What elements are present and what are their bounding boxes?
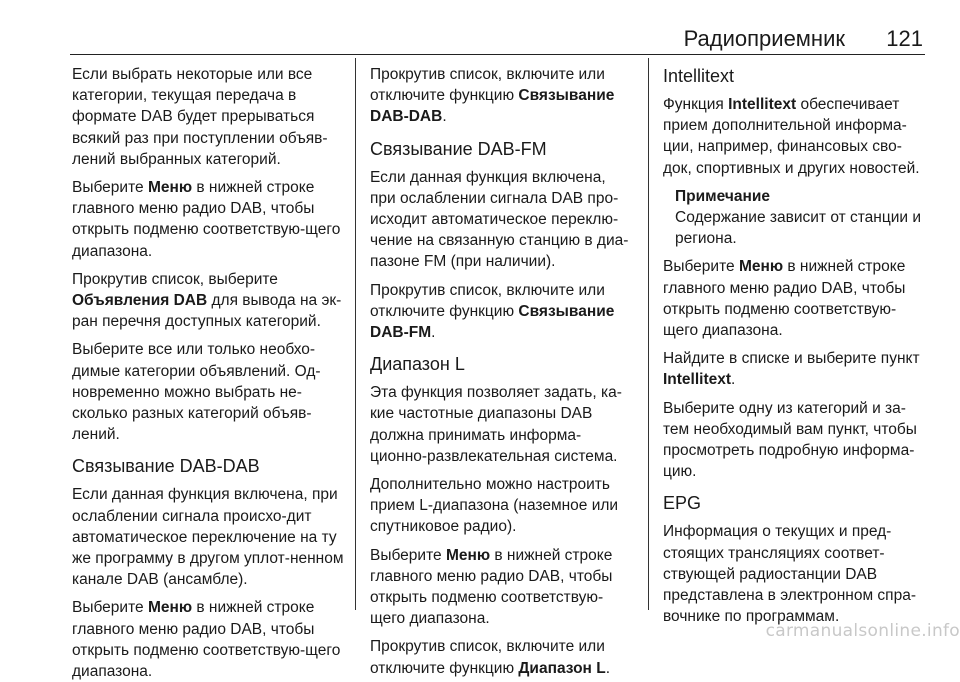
paragraph: Найдите в списке и выберите пункт Intellitext. [663, 350, 920, 389]
paragraph: Если выбрать некоторые или все категории, текущая передача в формате DAB будет прерываться всякий раз при поступлении объяв‐лений выбранных категорий. [72, 66, 328, 168]
paragraph: Выберите Меню в нижней строке главного меню радио DAB, чтобы открыть подменю соответствую‐щего диапазона. [72, 179, 341, 260]
page-number: 121 [886, 26, 923, 51]
paragraph: Выберите Меню в нижней строке главного меню радио DAB, чтобы открыть подменю соответствую‐щего диапазона. [663, 258, 906, 340]
column-divider [648, 58, 649, 610]
section-heading-dab-dab: Связывание DAB-DAB [72, 456, 260, 477]
paragraph: Эта функция позволяет задать, ка‐кие частотные диапазоны DAB должна принимать информа‐ционно-развлекательная система. [370, 384, 622, 465]
paragraph: Прокрутив список, включите или отключите функцию Диапазон L. [370, 638, 610, 677]
paragraph: Прокрутив список, выберите Объявления DAB для вывода на эк‐ран перечня доступных категорий. [72, 270, 342, 331]
column-divider [355, 58, 356, 610]
note-title: Примечание [675, 187, 770, 205]
paragraph: Выберите одну из категорий и за‐тем необходимый вам пункт, чтобы просмотреть подробную информа‐цию. [663, 399, 917, 481]
paragraph: Если данная функция включена, при ослаблении сигнала DAB про‐исходит автоматическое переклю‐чение на связанную станцию в диа‐пазоне FM (при наличии). [370, 168, 629, 271]
watermark: carmanualsonline.info [765, 621, 960, 641]
paragraph: Информация о текущих и пред‐стоящих трансляциях соответ‐ствующей радиостанции DAB представлена в электронном спра‐вочнике по программам. [663, 523, 916, 626]
column-2 [370, 64, 635, 677]
paragraph: Прокрутив список, включите или отключите функцию Связывание DAB-DAB. [370, 66, 615, 126]
page-header [70, 24, 925, 55]
page-title: Радиоприемник [683, 26, 845, 51]
paragraph: Выберите Меню в нижней строке главного меню радио DAB, чтобы открыть подменю соответствую‐щего диапазона. [370, 546, 613, 628]
section-heading-epg: EPG [663, 493, 702, 514]
section-heading-intellitext: Intellitext [663, 66, 735, 86]
section-heading-l-band: Диапазон L [370, 354, 465, 375]
paragraph: Функция Intellitext обеспечивает прием дополнительной информа‐ции, например, финансовых сво‐док, спортивных и других новостей. [663, 96, 920, 177]
note-text: Содержание зависит от станции и региона. [675, 209, 922, 248]
paragraph: Выберите Меню в нижней строке главного меню радио DAB, чтобы открыть подменю соответствую‐щего диапазона. [72, 599, 341, 681]
paragraph: Дополнительно можно настроить прием L-диапазона (наземное или спутниковое радио). [370, 476, 619, 536]
paragraph: Выберите все или только необхо‐димые категории объявлений. Од‐новременно можно выбрать не‐сколько разных категорий объяв‐лений. [72, 341, 321, 444]
paragraph: Прокрутив список, включите или отключите функцию Связывание DAB-FM. [370, 281, 615, 342]
column-1 [72, 64, 347, 681]
section-heading-dab-fm: Связывание DAB-FM [370, 138, 547, 159]
column-3 [663, 64, 927, 626]
paragraph: Если данная функция включена, при ослаблении сигнала происхо‐дит автоматическое переключение на ту же программу в другом уплот‐ненном канале DAB (ансамбле). [72, 486, 344, 589]
note-box [675, 186, 927, 250]
